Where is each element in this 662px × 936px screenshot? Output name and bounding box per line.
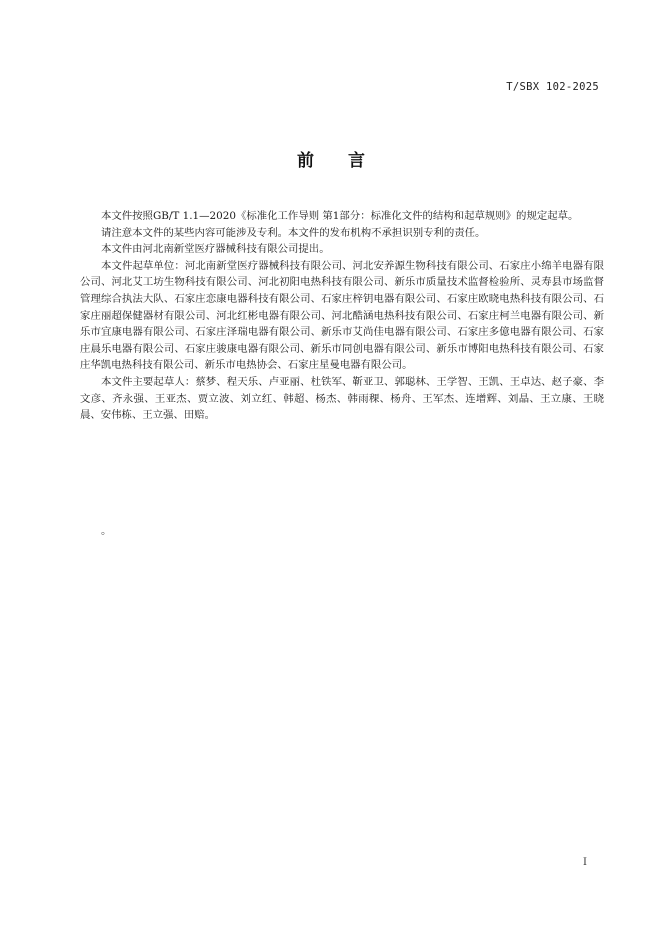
paragraph-drafters: 本文件主要起草人：蔡梦、程天乐、卢亚丽、杜铁军、靳亚卫、郭聪林、王学智、王凯、王卓达、赵子豪、李文彦、齐永强、王亚杰、贾立波、刘立红、韩超、杨杰、韩雨稞、杨舟、王军杰、连增辉、刘晶、王立康、王晓晨、安伟栋、王立强、田赔。	[80, 375, 604, 422]
foreword-body	[80, 208, 604, 424]
paragraph-drafting-units: 本文件起草单位：河北南新堂医疗器械科技有限公司、河北安养源生物科技有限公司、石家庄小绵羊电器有限公司、河北艾工坊生物科技有限公司、河北初阳电热科技有限公司、新乐市质量技术监督检验所、灵寿县市场监督管理综合执法大队、石家庄恋康电器科技有限公司、石家庄梓钥电器有限公司、石家庄欧晓电热科技有限公司、石家庄丽超保健器材有限公司、河北红彬电器有限公司、河北酷涵电热科技有限公司、石家庄柯兰电器有限公司、新乐市宜康电器有限公司、石家庄泽瑞电器有限公司、新乐市艾尚佳电器有限公司、石家庄多億电器有限公司、石家庄晨乐电器有限公司、石家庄骏康电器有限公司、新乐市同创电器有限公司、新乐市博阳电热科技有限公司、石家庄华凯电热科技有限公司、新乐市电热协会、石家庄星曼电器有限公司。	[80, 259, 604, 372]
page-title: 前 言	[297, 151, 379, 171]
paragraph-drafting-rules: 本文件按照GB/T 1.1—2020《标准化工作导则 第1部分：标准化文件的结构和起草规则》的规定起草。	[101, 210, 579, 222]
page-number: I	[583, 857, 587, 868]
document-code: T/SBX 102-2025	[506, 81, 599, 93]
paragraph-proposer: 本文件由河北南新堂医疗器械科技有限公司提出。	[101, 243, 330, 256]
paragraph-patent-notice: 请注意本文件的某些内容可能涉及专利。本文件的发布机构不承担识别专利的责任。	[101, 226, 486, 239]
stray-punctuation: 。	[101, 525, 112, 537]
